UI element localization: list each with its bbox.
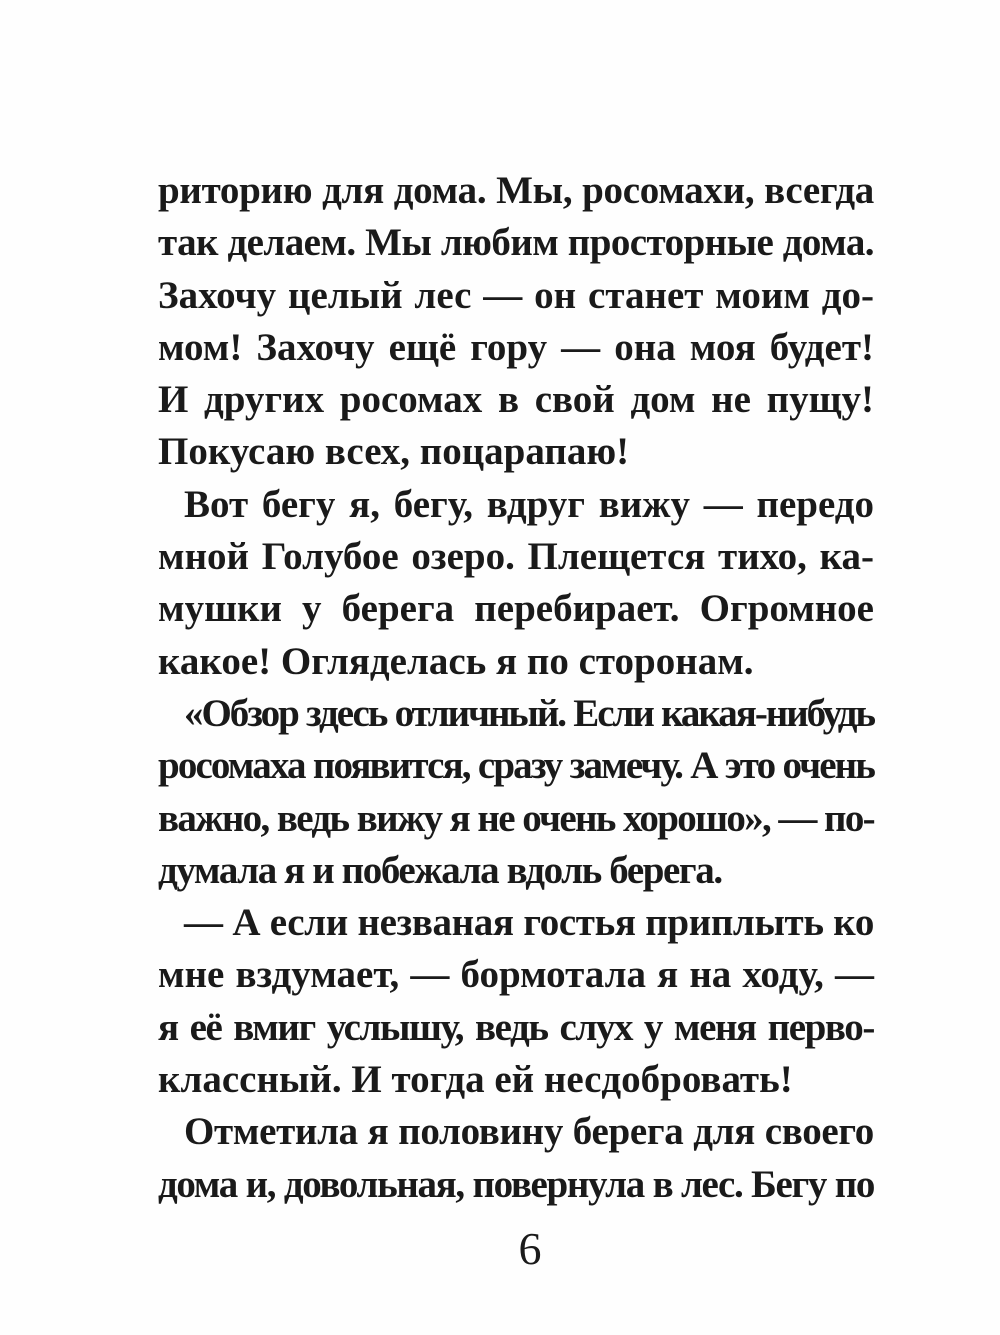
text-line: так делаем. Мы любим просторные дома. xyxy=(158,221,874,265)
text-line: Покусаю всех, поцарапаю! xyxy=(158,430,630,474)
text-line: Захочу целый лес — он станет моим до- xyxy=(158,273,874,317)
text-line: я её вмиг услышу, ведь слух у меня перво- xyxy=(158,1005,874,1049)
text-line: Вот бегу я, бегу, вдруг вижу — передо xyxy=(184,482,874,526)
text-line: «Обзор здесь отличный. Если какая-нибудь xyxy=(184,691,874,735)
text-line: — А если незваная гостья приплыть ко xyxy=(184,901,874,945)
text-line: какое! Огляделась я по сторонам. xyxy=(158,639,754,683)
body-text xyxy=(158,165,874,1211)
text-line: мушки у берега перебирает. Огромное xyxy=(158,587,874,631)
text-line: дома и, довольная, повернула в лес. Бегу по xyxy=(158,1162,874,1206)
text-line: мом! Захочу ещё гору — она моя будет! xyxy=(158,325,874,369)
text-line: думала я и побежала вдоль берега. xyxy=(158,848,722,892)
text-line: росомаха появится, сразу замечу. А это очень xyxy=(158,744,874,788)
text-line: мной Голубое озеро. Плещется тихо, ка- xyxy=(158,535,874,579)
text-line: важно, ведь вижу я не очень хорошо», — по- xyxy=(158,796,874,840)
page-number: 6 xyxy=(518,1223,542,1274)
text-line: Отметила я половину берега для своего xyxy=(184,1110,874,1154)
text-line: классный. И тогда ей несдобровать! xyxy=(158,1058,793,1102)
text-line: риторию для дома. Мы, росомахи, всегда xyxy=(158,169,874,212)
text-line: И других росомах в свой дом не пущу! xyxy=(158,378,874,422)
text-line: мне вздумает, — бормотала я на ходу, — xyxy=(158,953,874,997)
